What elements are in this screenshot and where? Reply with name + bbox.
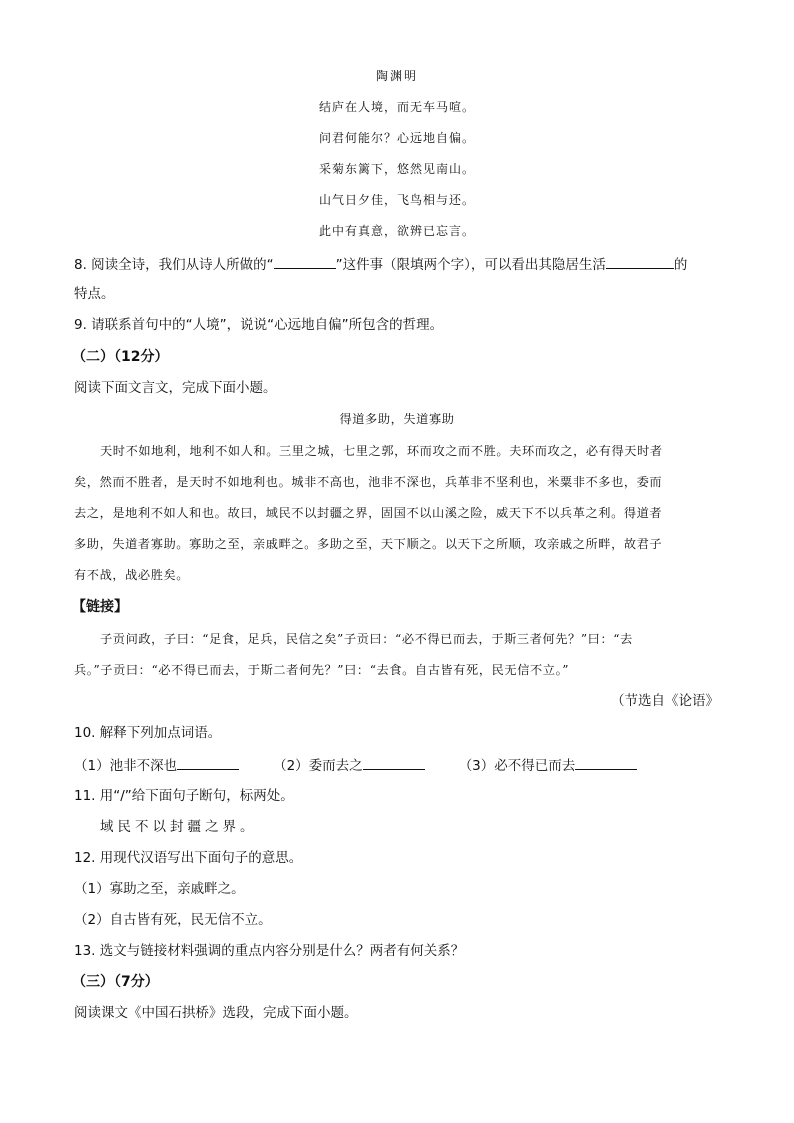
question-9: 9. 请联系首句中的“人境”，说说“心远地自偏”所包含的哲理。 [74, 317, 444, 333]
question-12: 12. 用现代汉语写出下面句子的意思。 [74, 850, 303, 866]
poem-line: 此中有真意，欲辨已忘言。 [318, 224, 475, 238]
passage-line: 矣，然而不胜者，是天时不如地利也。城非不高也，池非不深也，兵革非不坚利也，米粟非不多也，委而 [74, 475, 663, 489]
answer-blank[interactable] [274, 254, 336, 269]
section-2-instruction: 阅读下面文言文，完成下面小题。 [74, 380, 277, 396]
passage-line: 天时不如地利，地利不如人和。三里之城，七里之郭，环而攻之而不胜。夫环而攻之，必有得天时者 [100, 444, 663, 458]
passage-line: 有不战，战必胜矣。 [74, 568, 190, 582]
source-citation: （节选自《论语》 [611, 693, 719, 709]
question-11-sentence: 域民不以封疆之界。 [100, 819, 258, 835]
passage-line: 多助，失道者寡助。寡助之至，亲戚畔之。多助之至，天下顺之。以天下之所顺，攻亲戚之所畔，故君子 [74, 537, 663, 551]
link-line: 子贡问政，子曰：“足食，足兵，民信之矣”子贡曰：“必不得已而去，于斯三者何先？”曰：“去 [100, 632, 633, 646]
section-3-instruction: 阅读课文《中国石拱桥》选段，完成下面小题。 [74, 1005, 358, 1021]
link-line: 兵。”子贡曰：“必不得已而去，于斯二者何先？”曰：“去食。自古皆有死，民无信不立。” [74, 663, 570, 677]
section-3-title: （三）（7分） [72, 974, 159, 990]
answer-blank[interactable] [575, 755, 637, 770]
poem-line: 山气日夕佳，飞鸟相与还。 [318, 193, 475, 207]
question-11: 11. 用“/”给下面句子断句，标两处。 [74, 788, 294, 804]
passage-line: 去之，是地利不如人和也。故曰，域民不以封疆之界，固国不以山溪之险，威天下不以兵革之利。得道者 [74, 506, 663, 520]
question-8: 8. 阅读全诗，我们从诗人所做的“ ”这件事（限填两个字），可以看出其隐居生活 的 [74, 254, 724, 275]
answer-blank[interactable] [363, 755, 425, 770]
question-10: 10. 解释下列加点词语。 [74, 725, 222, 741]
poem-line: 采菊东篱下，悠然见南山。 [318, 162, 475, 176]
section-2-title: （二）（12分） [72, 349, 169, 365]
passage-title: 得道多助，失道寡助 [339, 412, 455, 426]
answer-blank[interactable] [177, 755, 239, 770]
question-8-continued: 特点。 [74, 286, 115, 302]
question-10-items: （1）池非不深也 （2）委而去之 （3）必不得已而去 [74, 755, 724, 776]
poem-author: 陶渊明 [375, 69, 418, 83]
poem-line: 问君何能尔？心远地自偏。 [318, 131, 475, 145]
question-13: 13. 选文与链接材料强调的重点内容分别是什么？两者有何关系？ [74, 943, 465, 959]
question-12-item: （2）自古皆有死，民无信不立。 [74, 912, 272, 928]
link-label: 【链接】 [72, 599, 128, 615]
answer-blank[interactable] [606, 254, 674, 269]
question-12-item: （1）寡助之至，亲戚畔之。 [74, 881, 245, 897]
poem-line: 结庐在人境，而无车马喧。 [318, 100, 475, 114]
